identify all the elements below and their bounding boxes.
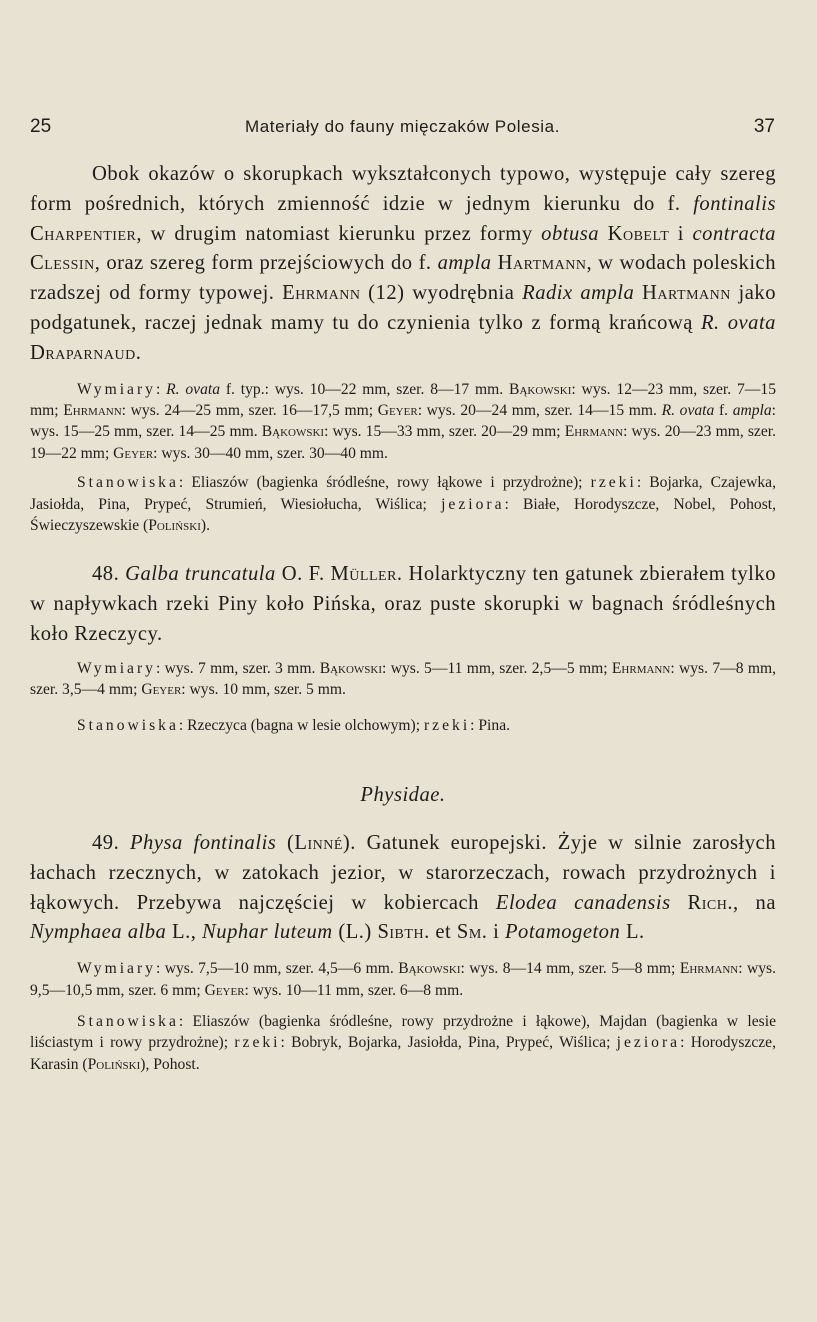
paragraph-galba-truncatula: 48. Galba truncatula O. F. Müller. Holarktyczny ten gatunek zbierałem tylko w napływkach rzeki Piny koło Pińska, oraz puste skorupki w bagnach śródleśnych koło Rzeczycy. [30,563,776,646]
page-body [30,160,776,1075]
paragraph-physa-localities: Stanowiska: Eliaszów (bagienka śródleśne, rowy przydrożne i łąkowe), Majdan (bagienka w lesie liściastym i rowy przydrożne); rzeki: Bobryk, Bojarka, Jasiołda, Pina, Prypeć, Wiślica; jeziora: Horodyszcze, Karasin (Poliński), Pohost. [30,1013,776,1073]
running-header [30,116,775,146]
paragraph-physa-dimensions: Wymiary: wys. 7,5—10 mm, szer. 4,5—6 mm. Bąkowski: wys. 8—14 mm, szer. 5—8 mm; Ehrmann: wys. 9,5—10,5 mm, szer. 6 mm; Geyer: wys. 10—11 mm, szer. 6—8 mm. [30,960,776,999]
paragraph-galba-localities: Stanowiska: Rzeczyca (bagna w lesie olchowym); rzeki: Pina. [77,716,511,734]
running-title: Materiały do fauny mięczaków Polesia. [244,117,561,136]
paragraph-ovata-localities: Stanowiska: Eliaszów (bagienka śródleśne, rowy łąkowe i przydrożne); rzeki: Bojarka, Czajewka, Jasiołda, Pina, Prypeć, Strumień, Wiesiołucha, Wiślica; jeziora: Białe, Horodyszcze, Nobel, Pohost, Świeczyszewskie (Poliński). [30,474,777,535]
paragraph-ovata-forms: Obok okazów o skorupkach wykształconych typowo, występuje cały szereg form pośrednich, których zmienność idzie w jednym kierunku do f. fontinalis Charpentier, w drugim natomiast kierunku przez formy obtusa Kobelt i contracta Clessin, oraz szereg form przejściowych do f. ampla Hartmann, w wodach poleskich rzadszej od formy typowej. Ehrmann (12) wyodrębnia Radix ampla Hartmann jako podgatunek, raczej jednak mamy tu do czynienia tylko z formą krańcową R. ovata Draparnaud. [30,163,776,364]
page-number-right: 37 [753,116,775,137]
paragraph-physa-fontinalis: 49. Physa fontinalis (Linné). Gatunek europejski. Żyje w silnie zarosłych łachach rzecznych, w zatokach jezior, w starorzeczach, rowach przydrożnych i łąkowych. Przebywa najczęściej w kobiercach Elodea canadensis Rich., na Nymphaea alba L., Nuphar luteum (L.) Sibth. et Sm. i Potamogeton L. [30,832,776,944]
page-number-left: 25 [30,116,52,137]
paragraph-ovata-dimensions: Wymiary: R. ovata f. typ.: wys. 10—22 mm, szer. 8—17 mm. Bąkowski: wys. 12—23 mm, szer. 7—15 mm; Ehrmann: wys. 24—25 mm, szer. 16—17,5 mm; Geyer: wys. 20—24 mm, szer. 14—15 mm. R. ovata f. ampla: wys. 15—25 mm, szer. 14—25 mm. Bąkowski: wys. 15—33 mm, szer. 20—29 mm; Ehrmann: wys. 20—23 mm, szer. 19—22 mm; Geyer: wys. 30—40 mm, szer. 30—40 mm. [30,380,777,462]
paragraph-galba-dimensions: Wymiary: wys. 7 mm, szer. 3 mm. Bąkowski: wys. 5—11 mm, szer. 2,5—5 mm; Ehrmann: wys. 7—8 mm, szer. 3,5—4 mm; Geyer: wys. 10 mm, szer. 5 mm. [30,659,777,699]
section-heading-physidae: Physidae. [360,784,446,807]
